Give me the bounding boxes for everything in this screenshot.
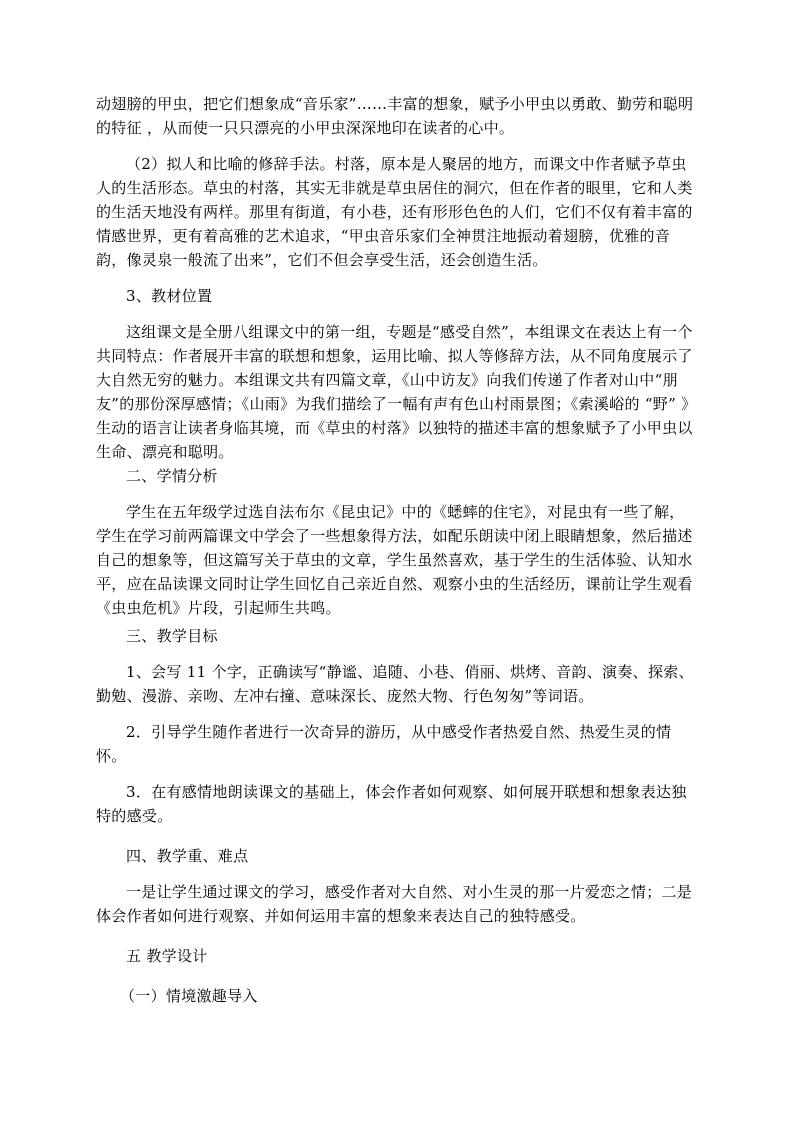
heading-intro-section: （一）情境激趣导入 — [120, 987, 258, 1005]
heading-teaching-design: 五 教学设计 — [126, 947, 208, 965]
goal-item-2: 2．引导学生随作者进行一次奇异的游历，从中感受作者热爱自然、热爱生灵的情怀。 — [96, 723, 672, 765]
goal-item-1: 1、会写 11 个字，正确读写“静谧、追随、小巷、俏丽、烘烤、音韵、演奏、探索、勤勉、漫游、亲吻、左冲右撞、意味深长、庞然大物、行色匆匆”等词语。 — [96, 663, 694, 705]
heading-teaching-goals: 三、教学目标 — [126, 627, 218, 645]
heading-student-analysis: 二、学情分析 — [126, 467, 218, 485]
paragraph-student-analysis: 学生在五年级学过选自法布尔《昆虫记》中的《蟋蟀的住宅》，对昆虫有一些了解，学生在学习前两篇课文中学会了一些想象得方法，如配乐朗读中闭上眼睛想象，然后描述自己的想象等，但这篇写关于草虫的文章，学生虽然喜欢，基于学生的生活体验、认知水平，应在品读课文同时让学生回忆自己亲近自然、观察小虫的生活经历，课前让学生观看《虫虫危机》片段，引起师生共鸣。 — [96, 503, 693, 617]
heading-textbook-position: 3、教材位置 — [126, 287, 213, 305]
paragraph-continued: 动翅膀的甲虫，把它们想象成“音乐家”……丰富的想象，赋予小甲虫以勇敢、勤劳和聪明的特征 ，从而使一只只漂亮的小甲虫深深地印在读者的心中。 — [96, 95, 694, 137]
heading-key-points: 四、教学重、难点 — [126, 847, 249, 865]
paragraph-textbook-position: 这组课文是全册八组课文中的第一组，专题是“感受自然”，本组课文在表达上有一个共同特点：作者展开丰富的联想和想象，运用比喻、拟人等修辞方法，从不同角度展示了大自然无穷的魅力。本组课文共有四篇文章，《山中访友》向我们传递了作者对山中“朋友”的那份深厚感情；《山雨》为我们描绘了一幅有声有色山村雨景图；《索溪峪的 “野” 》生动的语言让读者身临其境，而《草虫的村落》以独特的描述丰富的想象赋予了小甲虫以生命、漂亮和聪明。 — [96, 323, 693, 461]
paragraph-key-points: 一是让学生通过课文的学习，感受作者对大自然、对小生灵的那一片爱恋之情；二是体会作者如何进行观察、并如何运用丰富的想象来表达自己的独特感受。 — [96, 883, 693, 925]
goal-item-3: 3．在有感情地朗读课文的基础上，体会作者如何观察、如何展开联想和想象表达独特的感受。 — [96, 783, 687, 825]
paragraph-rhetoric: （2）拟人和比喻的修辞手法。村落，原本是人聚居的地方，而课文中作者赋予草虫人的生活形态。草虫的村落，其实无非就是草虫居住的洞穴，但在作者的眼里，它和人类的生活天地没有两样。那里有街道，有小巷，还有形形色色的人们，它们不仅有着丰富的情感世界，更有着高雅的艺术追求，“甲虫音乐家们全神贯注地振动着翅膀，优雅的音韵，像灵泉一般流了出来”，它们不但会享受生活，还会创造生活。 — [96, 155, 693, 269]
